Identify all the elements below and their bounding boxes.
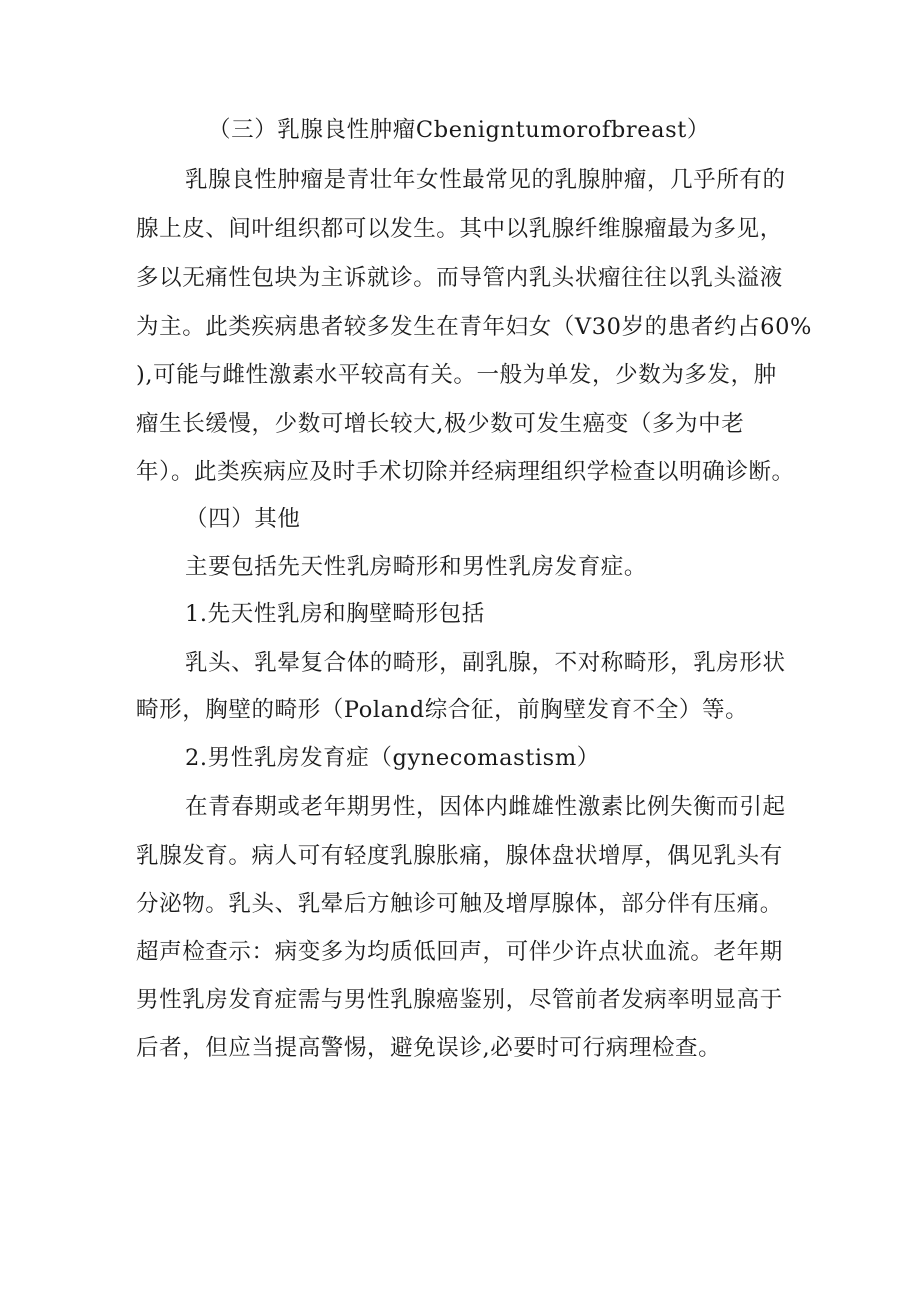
section-four-intro: 主要包括先天性乳房畸形和男性乳房发育症。 (185, 554, 648, 580)
paragraph-line: 为主。此类疾病患者较多发生在青年妇女（V30岁的患者约占60% (136, 314, 812, 340)
paragraph-line: 年）。此类疾病应及时手术切除并经病理组织学检查以明确诊断。 (136, 459, 795, 485)
paragraph-line: 在青春期或老年期男性，因体内雌雄性激素比例失衡而引起 (185, 794, 786, 820)
paragraph-line: 男性乳房发育症需与男性乳腺癌鉴别，尽管前者发病率明显高于 (136, 987, 783, 1013)
paragraph-line: 乳腺良性肿瘤是青壮年女性最常见的乳腺肿瘤，几乎所有的 (185, 167, 786, 193)
paragraph-line: 瘤生长缓慢，少数可增长较大,极少数可发生癌变（多为中老 (136, 411, 745, 437)
paragraph-line: 超声检查示：病变多为均质低回声，可伴少许点状血流。老年期 (136, 939, 783, 965)
section-four-heading: （四）其他 (185, 506, 301, 532)
paragraph-line: 多以无痛性包块为主诉就诊。而导管内乳头状瘤往往以乳头溢液 (136, 265, 783, 291)
paragraph-line: ),可能与雌性激素水平较高有关。一般为单发，少数为多发，肿 (136, 362, 777, 388)
item-two-heading: 2.男性乳房发育症（gynecomastism） (185, 745, 600, 771)
paragraph-line: 乳腺发育。病人可有轻度乳腺胀痛，腺体盘状增厚，偶见乳头有 (136, 843, 783, 869)
paragraph-line: 后者，但应当提高警惕，避免误诊,必要时可行病理检查。 (136, 1035, 722, 1061)
paragraph-line: 乳头、乳晕复合体的畸形，副乳腺，不对称畸形，乳房形状 (185, 650, 786, 676)
section-three-heading: （三）乳腺良性肿瘤Cbenigntumorofbreast） (208, 117, 711, 143)
paragraph-line: 腺上皮、间叶组织都可以发生。其中以乳腺纤维腺瘤最为多见， (136, 216, 783, 242)
paragraph-line: 分泌物。乳头、乳晕后方触诊可触及增厚腺体，部分伴有压痛。 (136, 891, 783, 917)
item-one-heading: 1.先天性乳房和胸壁畸形包括 (185, 601, 485, 627)
paragraph-line: 畸形，胸壁的畸形（Poland综合征，前胸壁发育不全）等。 (136, 697, 749, 723)
